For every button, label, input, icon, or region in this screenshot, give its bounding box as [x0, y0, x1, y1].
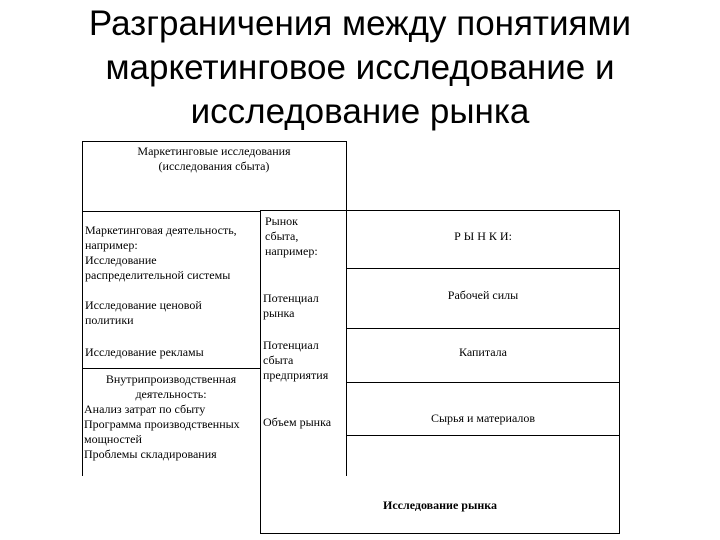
title-line-2: маркетинговое исследование и	[105, 48, 615, 87]
market-capital: Капитала	[459, 345, 507, 359]
right-row-divider-1	[347, 268, 619, 269]
market-materials: Сырья и материалов	[430, 411, 536, 425]
internal-item-3: мощностей	[84, 432, 142, 446]
internal-item-2: Программа производственных	[84, 417, 240, 431]
market-line-3: например:	[265, 244, 318, 258]
title-line-3: исследование рынка	[190, 92, 530, 131]
left-header-divider	[82, 211, 260, 212]
price-line-2: политики	[85, 313, 134, 327]
right-row-divider-3	[347, 382, 619, 383]
market-volume: Объем рынка	[263, 415, 332, 429]
right-row-divider-4	[347, 435, 619, 436]
potential-line-2: рынка	[263, 306, 295, 320]
left-internal-divider	[82, 368, 260, 369]
right-box-bottom-border	[260, 533, 620, 534]
left-header-line-2: (исследования сбыта)	[158, 159, 270, 173]
markets-header: Р Ы Н К И:	[454, 229, 512, 243]
market-labor: Рабочей силы	[447, 288, 519, 302]
internal-item-4: Проблемы складирования	[84, 447, 217, 461]
activity-line-4: распределительной системы	[85, 268, 231, 282]
market-line-1: Рынок	[265, 214, 298, 228]
right-box-left-border	[260, 210, 261, 534]
company-potential-line-1: Потенциал	[263, 338, 319, 352]
internal-header-line-1: Внутрипроизводственная	[105, 372, 237, 386]
right-box-right-border	[619, 210, 620, 534]
market-line-2: сбыта,	[265, 229, 299, 243]
internal-item-1: Анализ затрат по сбыту	[84, 402, 206, 416]
activity-line-3: Исследование	[85, 253, 157, 267]
left-box-top-border	[82, 141, 347, 142]
activity-line-2: например:	[85, 238, 138, 252]
market-research-label: Исследование рынка	[383, 498, 497, 512]
company-potential-line-2: сбыта	[263, 353, 294, 367]
right-box-top-border	[260, 210, 620, 211]
activity-line-1: Маркетинговая деятельность,	[85, 223, 237, 237]
ads-research: Исследование рекламы	[85, 345, 204, 359]
internal-header-line-2: деятельность:	[135, 387, 207, 401]
left-box-right-border	[346, 141, 347, 211]
potential-line-1: Потенциал	[263, 291, 319, 305]
left-header-line-1: Маркетинговые исследования	[137, 144, 291, 158]
right-row-divider-2	[347, 328, 619, 329]
price-line-1: Исследование ценовой	[85, 298, 202, 312]
left-middle-border	[346, 211, 347, 476]
title-line-1: Разграничения между понятиями	[88, 4, 632, 43]
left-box-left-border	[82, 141, 83, 476]
company-potential-line-3: предприятия	[263, 368, 329, 382]
